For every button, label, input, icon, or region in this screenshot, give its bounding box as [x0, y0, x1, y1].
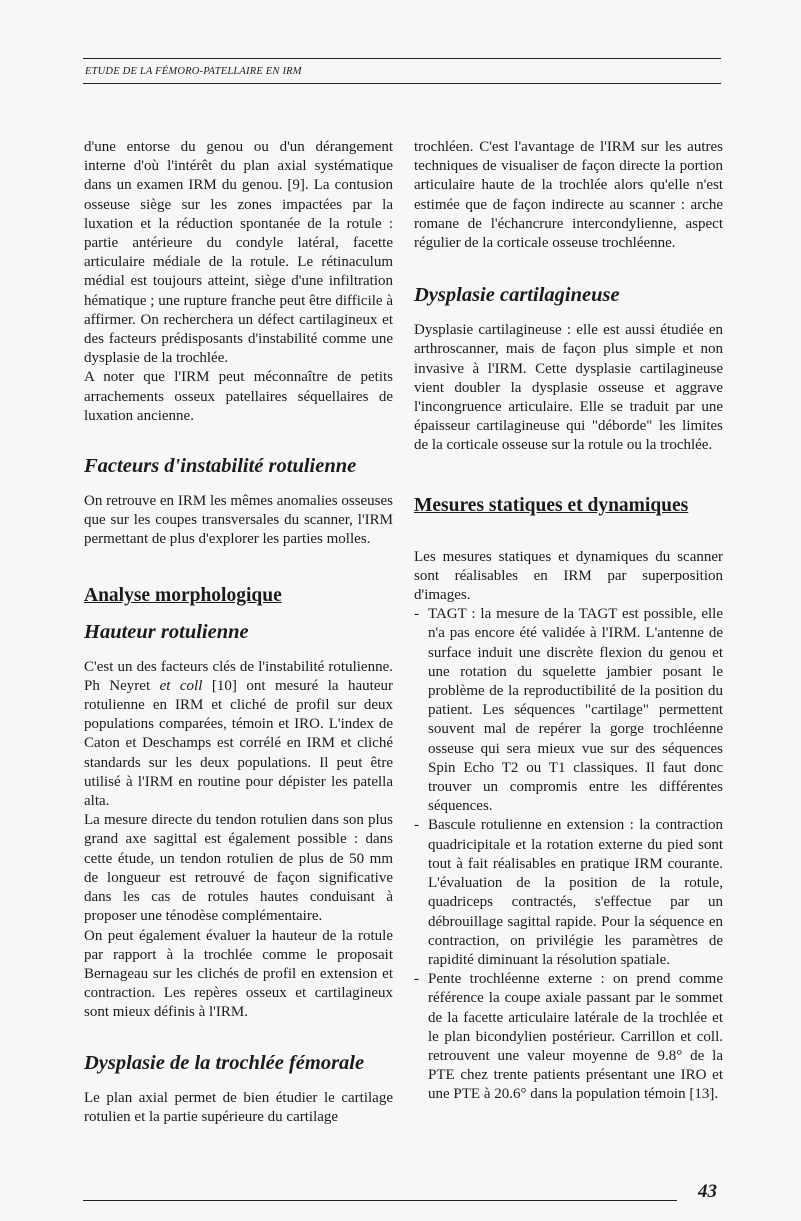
paragraph: C'est un des facteurs clés de l'instabilité rotulienne. Ph Neyret et coll [10] ont mesuré la hauteur rotulienne en IRM et cliché de profil sur deux populations comparées, témoin et IRO. L'index de Caton et Deschamps est corrélé en IRM et cliché standards sur les deux populations. Il peut être utilisé à l'IRM en routine pour dépister les patella alta.: [84, 658, 394, 810]
paragraph: Les mesures statiques et dynamiques du scanner sont réalisables en IRM par superposition d'images.: [414, 548, 723, 604]
section-heading-dysplasie-trochlee: Dysplasie de la trochlée fémorale: [84, 1051, 365, 1074]
left-column: [84, 138, 393, 1127]
footer-rule: [83, 1200, 677, 1201]
paragraph: On peut également évaluer la hauteur de la rotule par rapport à la trochlée comme le proposait Bernageau sur les clichés de profil en extension et contraction. Les repères osseux et cartilagineux sont mieux définis à l'IRM.: [84, 927, 393, 1021]
section-heading-facteurs: Facteurs d'instabilité rotulienne: [84, 455, 357, 478]
list-item: - TAGT : la mesure de la TAGT est possible, elle n'a pas encore été validée à l'IRM. L'antenne de surface induit une discrète flexion du genou et une rotation du squelette jambier posant le problème de la reproductibilité de la position du patient. Les séquences "cartilage" permettent souvent mal de repérer la gorge trochléenne osseuse qui sera mieux vue sur des séquences Spin Echo T2 ou T1 classiques. Il faut donc trouver un compromis entre les différentes séquences.: [414, 606, 723, 815]
section-heading-dysplasie-cartilagineuse: Dysplasie cartilagineuse: [414, 284, 620, 307]
major-heading-analyse: Analyse morphologique: [84, 584, 282, 606]
header-bottom-rule: [83, 83, 721, 84]
header-top-rule: [83, 58, 721, 59]
major-heading-mesures: Mesures statiques et dynamiques: [414, 494, 689, 516]
paragraph: La mesure directe du tendon rotulien dans son plus grand axe sagittal est également possible : dans cette étude, un tendon rotulien de plus de 50 mm de longueur est retrouvé de façon significative dans les cas de rotules hautes conduisant à proposer une ténodèse complémentaire.: [84, 812, 393, 925]
running-header: ETUDE DE LA FÉMORO-PATELLAIRE EN IRM: [85, 66, 302, 77]
section-heading-hauteur: Hauteur rotulienne: [84, 620, 249, 643]
paragraph: On retrouve en IRM les mêmes anomalies osseuses que sur les coupes transversales du scanner, l'IRM permettant de plus d'explorer les parties molles.: [84, 493, 393, 548]
paragraph: Le plan axial permet de bien étudier le cartilage rotulien et la partie supérieure du cartilage: [84, 1089, 393, 1125]
paragraph: trochléen. C'est l'avantage de l'IRM sur les autres techniques de visualiser de façon directe la portion articulaire haute de la trochlée alors qu'elle n'est estimée que de façon indirecte au scanner : arche romane de l'échancrure intercondylienne, aspect régulier de la corticale osseuse trochléenne.: [414, 139, 723, 252]
list-item: - Bascule rotulienne en extension : la contraction quadricipitale et la rotation externe du pied sont tout à fait réalisables en pratique IRM courante. L'évaluation de la position de la rotule, quadriceps contractés, s'effectue par un débrouillage sagittal rapide. Pour la séquence en contraction, on privilégie les paramètres de rapidité diminuant la résolution spatiale.: [414, 817, 723, 968]
list-item: - Pente trochléenne externe : on prend comme référence la coupe axiale passant par le sommet de la facette articulaire latérale de la trochlée et le plan bicondylien postérieur. Carrillon et coll. retrouvent une valeur moyenne de 9.8° de la PTE chez trente patients présentant une IRO et une PTE à 20.6° dans la population témoin [13].: [414, 971, 723, 1103]
page-number: 43: [698, 1181, 717, 1202]
right-column: [414, 138, 723, 1105]
paragraph: d'une entorse du genou ou d'un dérangement interne d'où l'intérêt du plan axial systématique dans un examen IRM du genou. [9]. La contusion osseuse siège sur les zones impactées par la luxation et la réduction spontanée de la rotule : partie antérieure du condyle latéral, facette articulaire médiale de la rotule. Le rétinaculum médial est toujours atteint, siège d'une infiltration hématique ; une rupture franche peut être difficile à affirmer. On recherchera un défect cartilagineux et des facteurs prédisposants d'instabilité comme une dysplasie de la trochlée.: [84, 139, 393, 367]
paragraph: Dysplasie cartilagineuse : elle est aussi étudiée en arthroscanner, mais de façon plus simple et non invasive à l'IRM. Cette dysplasie cartilagineuse vient doubler la dysplasie osseuse et aggrave l'incongruence articulaire. Elle se traduit par une épaisseur cartilagineuse qui "déborde" les limites de la corticale osseuse sur la rotule ou la trochlée.: [414, 322, 723, 454]
bullet-list: [414, 605, 723, 1104]
paragraph: A noter que l'IRM peut méconnaître de petits arrachements osseux patellaires séquellaires de luxation ancienne.: [84, 369, 393, 424]
